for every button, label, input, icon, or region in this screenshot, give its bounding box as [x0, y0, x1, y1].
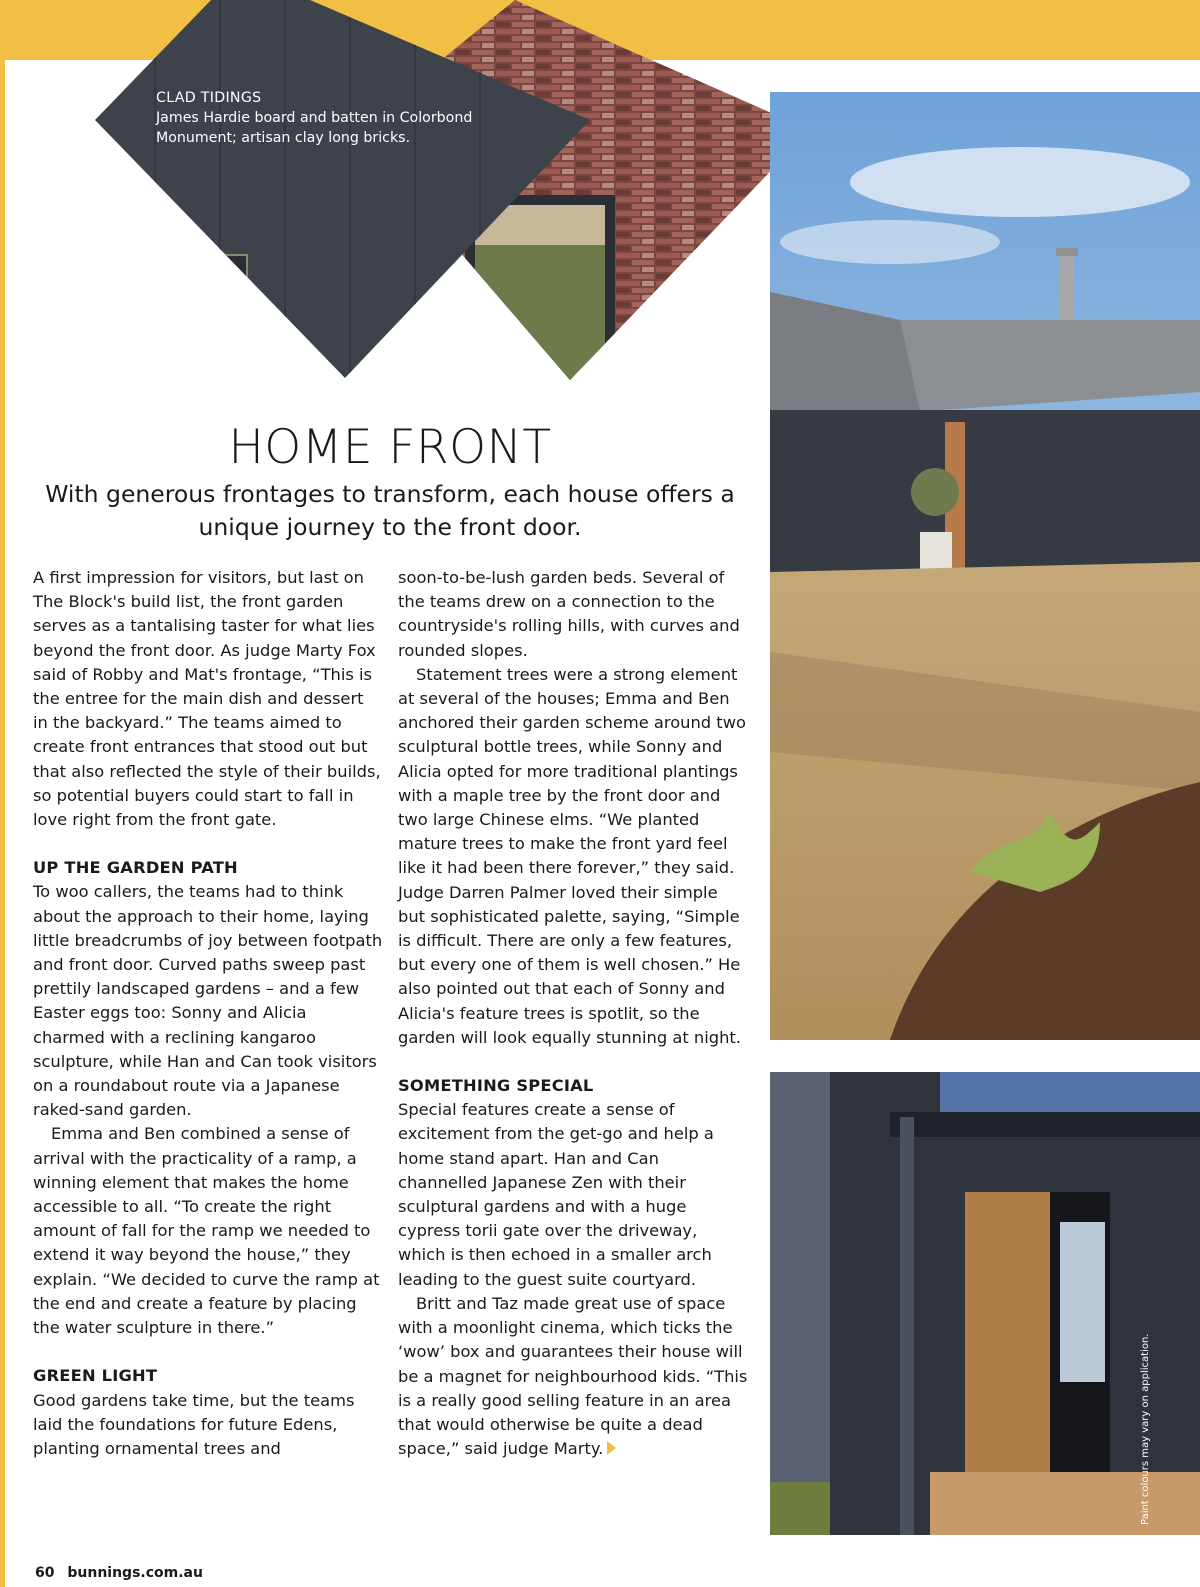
paint-disclaimer: Paint colours may vary on application. — [1140, 1333, 1151, 1525]
caption-title: CLAD TIDINGS — [156, 90, 262, 106]
diamond-photo-collage — [95, 0, 815, 385]
page-number: 60 — [35, 1565, 55, 1581]
text-column-1 — [33, 570, 383, 1461]
paragraph-final-text: Britt and Taz made great use of space with a moonlight cinema, which ticks the ‘wow’ box and guarantees their house will be a magnet for neighbourhood kids. “This is a really good selling feature in an area that would otherwise be quite a dead space,” said judge Marty. — [398, 1293, 748, 1459]
house-exterior-photo — [770, 92, 1200, 1040]
text-column-2 — [398, 570, 748, 1461]
standfirst: With generous frontages to transform, each house offers a unique journey to the front door. — [45, 480, 735, 541]
intro-paragraph: A first impression for visitors, but last on The Block's build list, the front garden serves as a tantalising taster for what lies beyond the front door. As judge Marty Fox said of Robby and Mat's frontage, “This is the entree for the main dish and dessert in the backyard.” The teams aimed to create front entrances that stood out but that also reflected the style of their builds, so potential buyers could start to fall in love right from the front gate. — [33, 568, 381, 830]
section-heading-something-special: SOMETHING SPECIAL — [398, 1076, 594, 1096]
paragraph: Good gardens take time, but the teams laid the foundations for future Edens, planting ornamental trees and — [33, 1390, 355, 1458]
paragraph: To woo callers, the teams had to think about the approach to their home, laying little breadcrumbs of joy between footpath and front door. Curved paths sweep past prettily landscaped gardens – and a few Easter eggs too: Sonny and Alicia charmed with a reclining kangaroo sculpture, while Han and Can took visitors on a roundabout route via a Japanese raked-sand garden. — [33, 882, 383, 1120]
paragraph-final — [398, 1292, 748, 1461]
headline: HOME FRONT — [228, 420, 552, 475]
paragraph: soon-to-be-lush garden beds. Several of the teams drew on a connection to the countryside's rolling hills, with curves and rounded slopes. — [398, 568, 740, 660]
section-heading-garden-path: UP THE GARDEN PATH — [33, 858, 238, 878]
caption-text: James Hardie board and batten in Colorbond Monument; artisan clay long bricks. — [156, 110, 473, 146]
photo-caption — [156, 88, 496, 148]
footer-site-link[interactable]: bunnings.com.au — [67, 1565, 203, 1581]
page-footer — [35, 1565, 203, 1581]
front-door-photo — [770, 1072, 1200, 1535]
paragraph: Emma and Ben combined a sense of arrival with the practicality of a ramp, a winning element that makes the home accessible to all. “To create the right amount of fall for the ramp we needed to extend it way beyond the house,” they explain. “We decided to curve the ramp at the end and create a feature by placing the water sculpture in there.” — [33, 1124, 380, 1338]
end-mark-icon — [607, 1441, 616, 1455]
paragraph: Statement trees were a strong element at several of the houses; Emma and Ben anchored their garden scheme around two sculptural bottle trees, while Sonny and Alicia opted for more traditional plantings with a maple tree by the front door and two large Chinese elms. “We planted mature trees to make the front yard feel like it had been there forever,” they said. Judge Darren Palmer loved their simple but sophisticated palette, saying, “Simple is difficult. There are only a few features, but every one of them is well chosen.” He also pointed out that each of Sonny and Alicia's feature trees is spotlit, so the garden will look equally stunning at night. — [398, 664, 746, 1047]
left-accent-band — [0, 0, 5, 1587]
section-heading-green-light: GREEN LIGHT — [33, 1366, 158, 1386]
paragraph: Special features create a sense of excitement from the get-go and help a home stand apart. Han and Can channelled Japanese Zen with their sculptural gardens and with a huge cypress torii gate over the driveway, which is then echoed in a smaller arch leading to the guest suite courtyard. — [398, 1100, 714, 1289]
